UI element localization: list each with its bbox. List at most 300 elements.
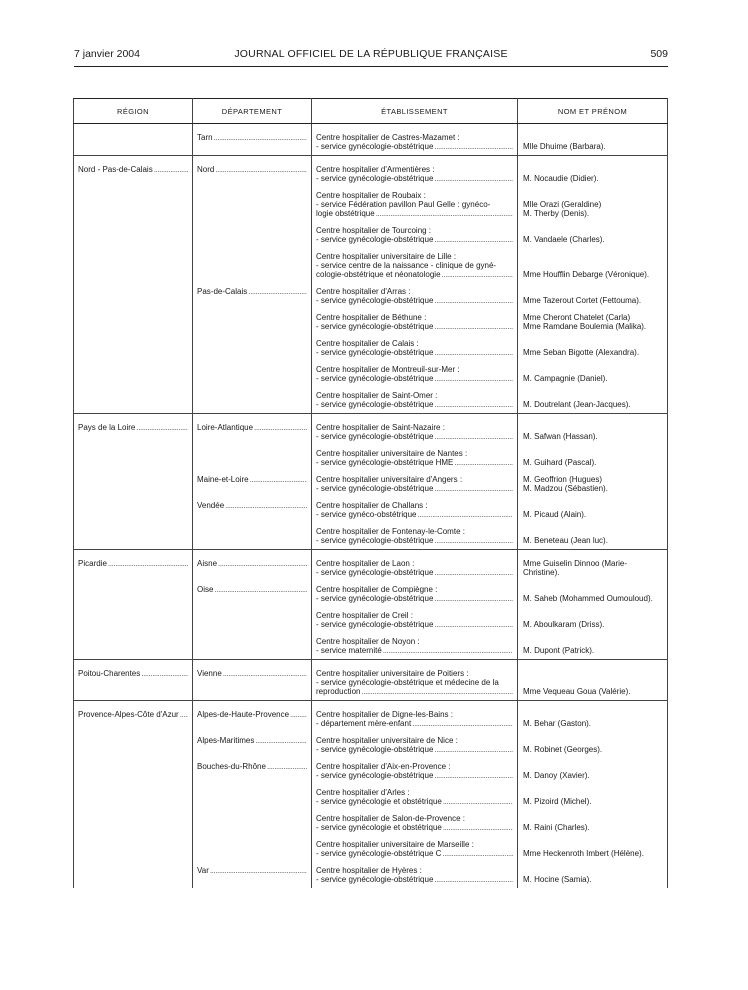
dot-leader <box>250 475 307 484</box>
service-name-line <box>316 374 513 383</box>
etablissement-cell <box>312 248 518 283</box>
names-wrap <box>518 849 667 862</box>
service-name-line <box>316 536 513 545</box>
etablissement-line: Centre hospitalier de Compiègne : <box>316 585 438 594</box>
region-name-line <box>78 165 188 174</box>
service-name-line <box>316 322 513 331</box>
departement-name: Alpes-Maritimes <box>197 736 255 745</box>
nom-cell <box>518 607 668 633</box>
departement-wrap <box>193 701 311 719</box>
departement-name-line <box>197 710 307 719</box>
etablissement-wrap <box>312 414 517 445</box>
names-wrap <box>518 374 667 387</box>
etablissement-line: Centre hospitalier de Digne-les-Bains : <box>316 710 453 719</box>
departement-wrap <box>193 758 311 771</box>
dot-leader <box>434 568 513 577</box>
person-name: Mme Seban Bigotte (Alexandra). <box>523 348 640 357</box>
service-name-line <box>316 646 513 655</box>
etablissement-line: Centre hospitalier d'Arras : <box>316 287 411 296</box>
departement-name: Bouches-du-Rhône <box>197 762 266 771</box>
names-wrap <box>518 620 667 633</box>
etablissement-cell <box>312 414 518 446</box>
region-cell <box>74 523 193 550</box>
departement-name: Vendée <box>197 501 225 510</box>
etablissement-wrap <box>312 248 517 283</box>
nom-cell <box>518 836 668 862</box>
nom-cell <box>518 732 668 758</box>
etablissement-wrap <box>312 497 517 523</box>
person-name: M. Vandaele (Charles). <box>523 235 605 244</box>
service-name-line <box>316 797 513 806</box>
service-name-line <box>316 568 513 577</box>
etablissement-line: Centre hospitalier de Saint-Nazaire : <box>316 423 445 432</box>
names-wrap <box>518 296 667 309</box>
person-name: Mlle Dhuime (Barbara). <box>523 142 606 151</box>
person-name: M. Madzou (Sébastien). <box>523 484 608 493</box>
etablissement-cell <box>312 784 518 810</box>
region-cell <box>74 335 193 361</box>
person-name: Mme Houfflin Debarge (Véronique). <box>523 270 650 279</box>
dot-leader <box>434 432 513 441</box>
etablissement-wrap <box>312 156 517 187</box>
names-wrap <box>518 400 667 413</box>
service-name: - service gynécologie-obstétrique C <box>316 849 442 858</box>
etablissement-cell <box>312 758 518 784</box>
service-name-line <box>316 174 513 183</box>
service-name: - service gynécologie-obstétrique <box>316 296 434 305</box>
etablissement-cell <box>312 309 518 335</box>
departement-name-line <box>197 133 307 142</box>
names-wrap <box>518 646 667 659</box>
etablissement-line: Centre hospitalier d'Aix-en-Provence : <box>316 762 451 771</box>
nom-cell <box>518 387 668 414</box>
departement-name-line <box>197 669 307 678</box>
etablissement-line: Centre hospitalier de Tourcoing : <box>316 226 432 235</box>
table-row <box>74 523 668 550</box>
etablissement-wrap <box>312 862 517 888</box>
region-cell <box>74 784 193 810</box>
region-cell <box>74 607 193 633</box>
nom-cell <box>518 784 668 810</box>
dot-leader <box>376 209 513 218</box>
service-name: - service gynécologie-obstétrique <box>316 620 434 629</box>
person-name: Christine). <box>523 568 560 577</box>
nom-cell <box>518 862 668 888</box>
nom-cell <box>518 497 668 523</box>
etablissement-line: Centre hospitalier de Montreuil-sur-Mer : <box>316 365 460 374</box>
service-name-line <box>316 458 513 467</box>
etablissement-line: Centre hospitalier de Fontenay-le-Comte : <box>316 527 465 536</box>
service-name: - service gynécologie-obstétrique <box>316 568 434 577</box>
dot-leader <box>434 620 513 629</box>
nom-cell <box>518 361 668 387</box>
table-row <box>74 248 668 283</box>
person-name: Mme Vequeau Goua (Valérie). <box>523 687 631 696</box>
departement-cell <box>193 283 312 309</box>
region-wrap <box>74 701 192 719</box>
service-name-line <box>316 270 513 279</box>
service-name: cologie-obstétrique et néonatologie <box>316 270 441 279</box>
dot-leader <box>434 594 513 603</box>
departement-name: Oise <box>197 585 214 594</box>
table-row <box>74 471 668 497</box>
etablissement-cell <box>312 361 518 387</box>
table-row <box>74 660 668 701</box>
etablissement-wrap <box>312 784 517 810</box>
person-name: M. Nocaudie (Didier). <box>523 174 599 183</box>
dot-leader <box>443 797 513 806</box>
departement-name-line <box>197 475 307 484</box>
person-name: M. Beneteau (Jean luc). <box>523 536 608 545</box>
departement-wrap <box>193 283 311 296</box>
person-name: Mme Cheront Chatelet (Carla) <box>523 313 631 322</box>
departement-cell <box>193 414 312 446</box>
dot-leader <box>223 669 307 678</box>
departement-wrap <box>193 732 311 745</box>
service-name: - service gynécologie-obstétrique <box>316 432 434 441</box>
region-name: Picardie <box>78 559 107 568</box>
dot-leader <box>443 823 513 832</box>
table-row <box>74 497 668 523</box>
etablissement-line: Centre hospitalier d'Arles : <box>316 788 410 797</box>
etablissement-cell <box>312 836 518 862</box>
service-name-line <box>316 620 513 629</box>
etablissement-line: Centre hospitalier d'Armentières : <box>316 165 435 174</box>
dot-leader <box>434 322 513 331</box>
nom-cell <box>518 156 668 188</box>
table-row <box>74 607 668 633</box>
dot-leader <box>434 296 513 305</box>
dot-leader <box>434 875 513 884</box>
departement-cell <box>193 701 312 733</box>
service-name-line <box>316 849 513 858</box>
names-wrap <box>518 458 667 471</box>
service-name-line <box>316 484 513 493</box>
etablissement-cell <box>312 523 518 550</box>
person-name: M. Aboulkaram (Driss). <box>523 620 605 629</box>
etablissement-cell <box>312 732 518 758</box>
table-row <box>74 758 668 784</box>
nom-cell <box>518 335 668 361</box>
dot-leader <box>442 849 513 858</box>
etablissement-line: Centre hospitalier universitaire de Poitiers : <box>316 669 469 678</box>
etablissement-wrap <box>312 124 517 155</box>
etablissement-cell <box>312 387 518 414</box>
region-cell <box>74 701 193 733</box>
etablissement-wrap <box>312 335 517 361</box>
region-cell <box>74 361 193 387</box>
etablissement-wrap <box>312 445 517 471</box>
etablissement-cell <box>312 660 518 701</box>
region-name-line <box>78 710 188 719</box>
dot-leader <box>361 687 513 696</box>
service-name-line <box>316 823 513 832</box>
service-name-line <box>316 875 513 884</box>
etablissement-wrap <box>312 758 517 784</box>
region-cell <box>74 497 193 523</box>
dot-leader <box>154 165 188 174</box>
region-cell <box>74 283 193 309</box>
service-name-line <box>316 594 513 603</box>
service-name-line <box>316 687 513 696</box>
departement-wrap <box>193 660 311 678</box>
service-name: - service gynécologie et obstétrique <box>316 797 442 806</box>
dot-leader <box>136 423 188 432</box>
names-wrap <box>518 142 667 155</box>
names-wrap <box>518 687 667 700</box>
region-cell <box>74 836 193 862</box>
departement-name: Aisne <box>197 559 218 568</box>
table-row <box>74 633 668 660</box>
person-name: M. Safwan (Hassan). <box>523 432 598 441</box>
person-name: M. Pizoird (Michel). <box>523 797 592 806</box>
service-name: - service gynécologie-obstétrique <box>316 400 434 409</box>
departement-cell <box>193 862 312 888</box>
departement-name-line <box>197 762 307 771</box>
nom-cell <box>518 222 668 248</box>
table-row <box>74 581 668 607</box>
table-row <box>74 862 668 888</box>
column-header-etablissement: ÉTABLISSEMENT <box>312 99 518 124</box>
dot-leader <box>412 719 513 728</box>
person-name: Mme Tazerout Cortet (Fettouma). <box>523 296 642 305</box>
dot-leader <box>434 484 513 493</box>
etablissement-line: - service centre de la naissance - clinique de gyné- <box>316 261 497 270</box>
names-wrap <box>518 594 667 607</box>
dot-leader <box>418 510 514 519</box>
etablissement-wrap <box>312 523 517 549</box>
names-wrap <box>518 475 667 497</box>
service-name: - service gynécologie-obstétrique <box>316 594 434 603</box>
etablissement-line: Centre hospitalier universitaire d'Angers : <box>316 475 463 484</box>
person-name: M. Hocine (Samia). <box>523 875 592 884</box>
dot-leader <box>434 174 513 183</box>
names-wrap <box>518 510 667 523</box>
etablissement-line: Centre hospitalier universitaire de Marseille : <box>316 840 474 849</box>
departement-cell <box>193 471 312 497</box>
names-wrap <box>518 771 667 784</box>
etablissement-wrap <box>312 283 517 309</box>
table-row <box>74 335 668 361</box>
service-name-line <box>316 400 513 409</box>
table-row <box>74 156 668 188</box>
departement-name-line <box>197 165 307 174</box>
departement-name-line <box>197 736 307 745</box>
departement-name-line <box>197 423 307 432</box>
service-name-line <box>316 296 513 305</box>
departement-cell <box>193 550 312 582</box>
departement-name-line <box>197 559 307 568</box>
dot-leader <box>434 374 513 383</box>
etablissement-wrap <box>312 660 517 700</box>
table-row <box>74 187 668 222</box>
names-wrap <box>518 432 667 445</box>
nom-cell <box>518 523 668 550</box>
header-rule <box>74 66 668 67</box>
dot-leader <box>290 710 307 719</box>
names-wrap <box>518 200 667 222</box>
nom-cell <box>518 581 668 607</box>
etablissement-wrap <box>312 810 517 836</box>
person-name: M. Dupont (Patrick). <box>523 646 595 655</box>
region-cell <box>74 248 193 283</box>
etablissement-wrap <box>312 633 517 659</box>
person-name: M. Picaud (Alain). <box>523 510 587 519</box>
etablissement-cell <box>312 581 518 607</box>
table-row <box>74 701 668 733</box>
dot-leader <box>267 762 307 771</box>
nom-cell <box>518 309 668 335</box>
names-wrap <box>518 719 667 732</box>
departement-wrap <box>193 471 311 484</box>
departement-wrap <box>193 497 311 510</box>
service-name: - service maternité <box>316 646 382 655</box>
departement-cell <box>193 732 312 758</box>
service-name: - service gynécologie-obstétrique <box>316 142 434 151</box>
service-name: - service gynécologie-obstétrique <box>316 875 434 884</box>
etablissement-wrap <box>312 701 517 732</box>
service-name: - service gynécologie-obstétrique <box>316 174 434 183</box>
etablissement-cell <box>312 633 518 660</box>
region-cell <box>74 660 193 701</box>
dot-leader <box>248 287 307 296</box>
header-date: 7 janvier 2004 <box>74 48 140 60</box>
table-row <box>74 222 668 248</box>
dot-leader <box>141 669 188 678</box>
etablissement-line: Centre hospitalier universitaire de Nantes : <box>316 449 468 458</box>
region-cell <box>74 758 193 784</box>
departement-cell <box>193 222 312 248</box>
region-cell <box>74 387 193 414</box>
etablissement-line: Centre hospitalier de Saint-Omer : <box>316 391 438 400</box>
departement-cell <box>193 633 312 660</box>
departement-wrap <box>193 414 311 432</box>
departement-name: Maine-et-Loire <box>197 475 249 484</box>
region-cell <box>74 445 193 471</box>
nom-cell <box>518 758 668 784</box>
etablissement-cell <box>312 187 518 222</box>
region-wrap <box>74 660 192 678</box>
region-cell <box>74 810 193 836</box>
etablissement-line: Centre hospitalier universitaire de Nice : <box>316 736 458 745</box>
person-name: M. Therby (Denis). <box>523 209 590 218</box>
etablissement-wrap <box>312 581 517 607</box>
dot-leader <box>214 133 307 142</box>
region-name: Nord - Pas-de-Calais <box>78 165 153 174</box>
nom-cell <box>518 124 668 156</box>
service-name: reproduction <box>316 687 361 696</box>
departement-wrap <box>193 550 311 568</box>
region-cell <box>74 471 193 497</box>
dot-leader <box>434 771 513 780</box>
person-name: M. Robinet (Georges). <box>523 745 603 754</box>
service-name: - service gynécologie-obstétrique <box>316 322 434 331</box>
person-name: M. Saheb (Mohammed Oumouloud). <box>523 594 653 603</box>
region-cell <box>74 732 193 758</box>
nom-cell <box>518 550 668 582</box>
departement-cell <box>193 335 312 361</box>
etablissement-line: Centre hospitalier de Laon : <box>316 559 415 568</box>
service-name: - service gynécologie et obstétrique <box>316 823 442 832</box>
names-wrap <box>518 745 667 758</box>
region-wrap <box>74 414 192 432</box>
region-name-line <box>78 423 188 432</box>
service-name-line <box>316 235 513 244</box>
service-name-line <box>316 771 513 780</box>
nom-cell <box>518 283 668 309</box>
etablissement-cell <box>312 607 518 633</box>
etablissement-line: Centre hospitalier de Calais : <box>316 339 419 348</box>
table-header-row <box>74 99 668 124</box>
etablissement-wrap <box>312 387 517 413</box>
departement-cell <box>193 124 312 156</box>
etablissement-wrap <box>312 222 517 248</box>
header-page-number: 509 <box>650 48 668 60</box>
departement-cell <box>193 156 312 188</box>
departement-name: Nord <box>197 165 215 174</box>
etablissement-wrap <box>312 471 517 497</box>
nom-cell <box>518 660 668 701</box>
etablissement-cell <box>312 810 518 836</box>
person-name: M. Danoy (Xavier). <box>523 771 590 780</box>
etablissement-line: Centre hospitalier de Hyères : <box>316 866 422 875</box>
table-row <box>74 550 668 582</box>
departement-cell <box>193 445 312 471</box>
etablissement-wrap <box>312 732 517 758</box>
dot-leader <box>434 235 513 244</box>
dot-leader <box>454 458 513 467</box>
table-row <box>74 732 668 758</box>
region-cell <box>74 309 193 335</box>
service-name: - service gynécologie-obstétrique <box>316 536 434 545</box>
nom-cell <box>518 187 668 222</box>
person-name: Mme Heckenroth Imbert (Hélène). <box>523 849 644 858</box>
etablissement-wrap <box>312 187 517 222</box>
nom-cell <box>518 248 668 283</box>
departement-wrap <box>193 156 311 174</box>
departement-name-line <box>197 585 307 594</box>
etablissement-cell <box>312 550 518 582</box>
etablissement-line: Centre hospitalier de Salon-de-Provence : <box>316 814 465 823</box>
region-cell <box>74 862 193 888</box>
dot-leader <box>225 501 307 510</box>
service-name: - service gynécologie-obstétrique <box>316 771 434 780</box>
dot-leader <box>383 646 513 655</box>
names-wrap <box>518 174 667 187</box>
departement-wrap <box>193 124 311 142</box>
region-cell <box>74 633 193 660</box>
column-header-nom: NOM ET PRÉNOM <box>518 99 668 124</box>
names-wrap <box>518 875 667 888</box>
table-row <box>74 445 668 471</box>
nom-cell <box>518 414 668 446</box>
service-name-line <box>316 432 513 441</box>
dot-leader <box>214 585 307 594</box>
names-wrap <box>518 536 667 549</box>
person-name: M. Campagnie (Daniel). <box>523 374 608 383</box>
table-row <box>74 124 668 156</box>
person-name: M. Geoffrion (Hugues) <box>523 475 602 484</box>
departement-cell <box>193 607 312 633</box>
region-cell <box>74 414 193 446</box>
service-name: logie obstétrique <box>316 209 375 218</box>
departement-cell <box>193 309 312 335</box>
etablissement-line: - service Fédération pavillon Paul Gelle : gynéco- <box>316 200 491 209</box>
etablissement-line: Centre hospitalier de Challans : <box>316 501 428 510</box>
table-body <box>74 124 668 889</box>
service-name: - service gynécologie-obstétrique <box>316 235 434 244</box>
etablissement-cell <box>312 445 518 471</box>
